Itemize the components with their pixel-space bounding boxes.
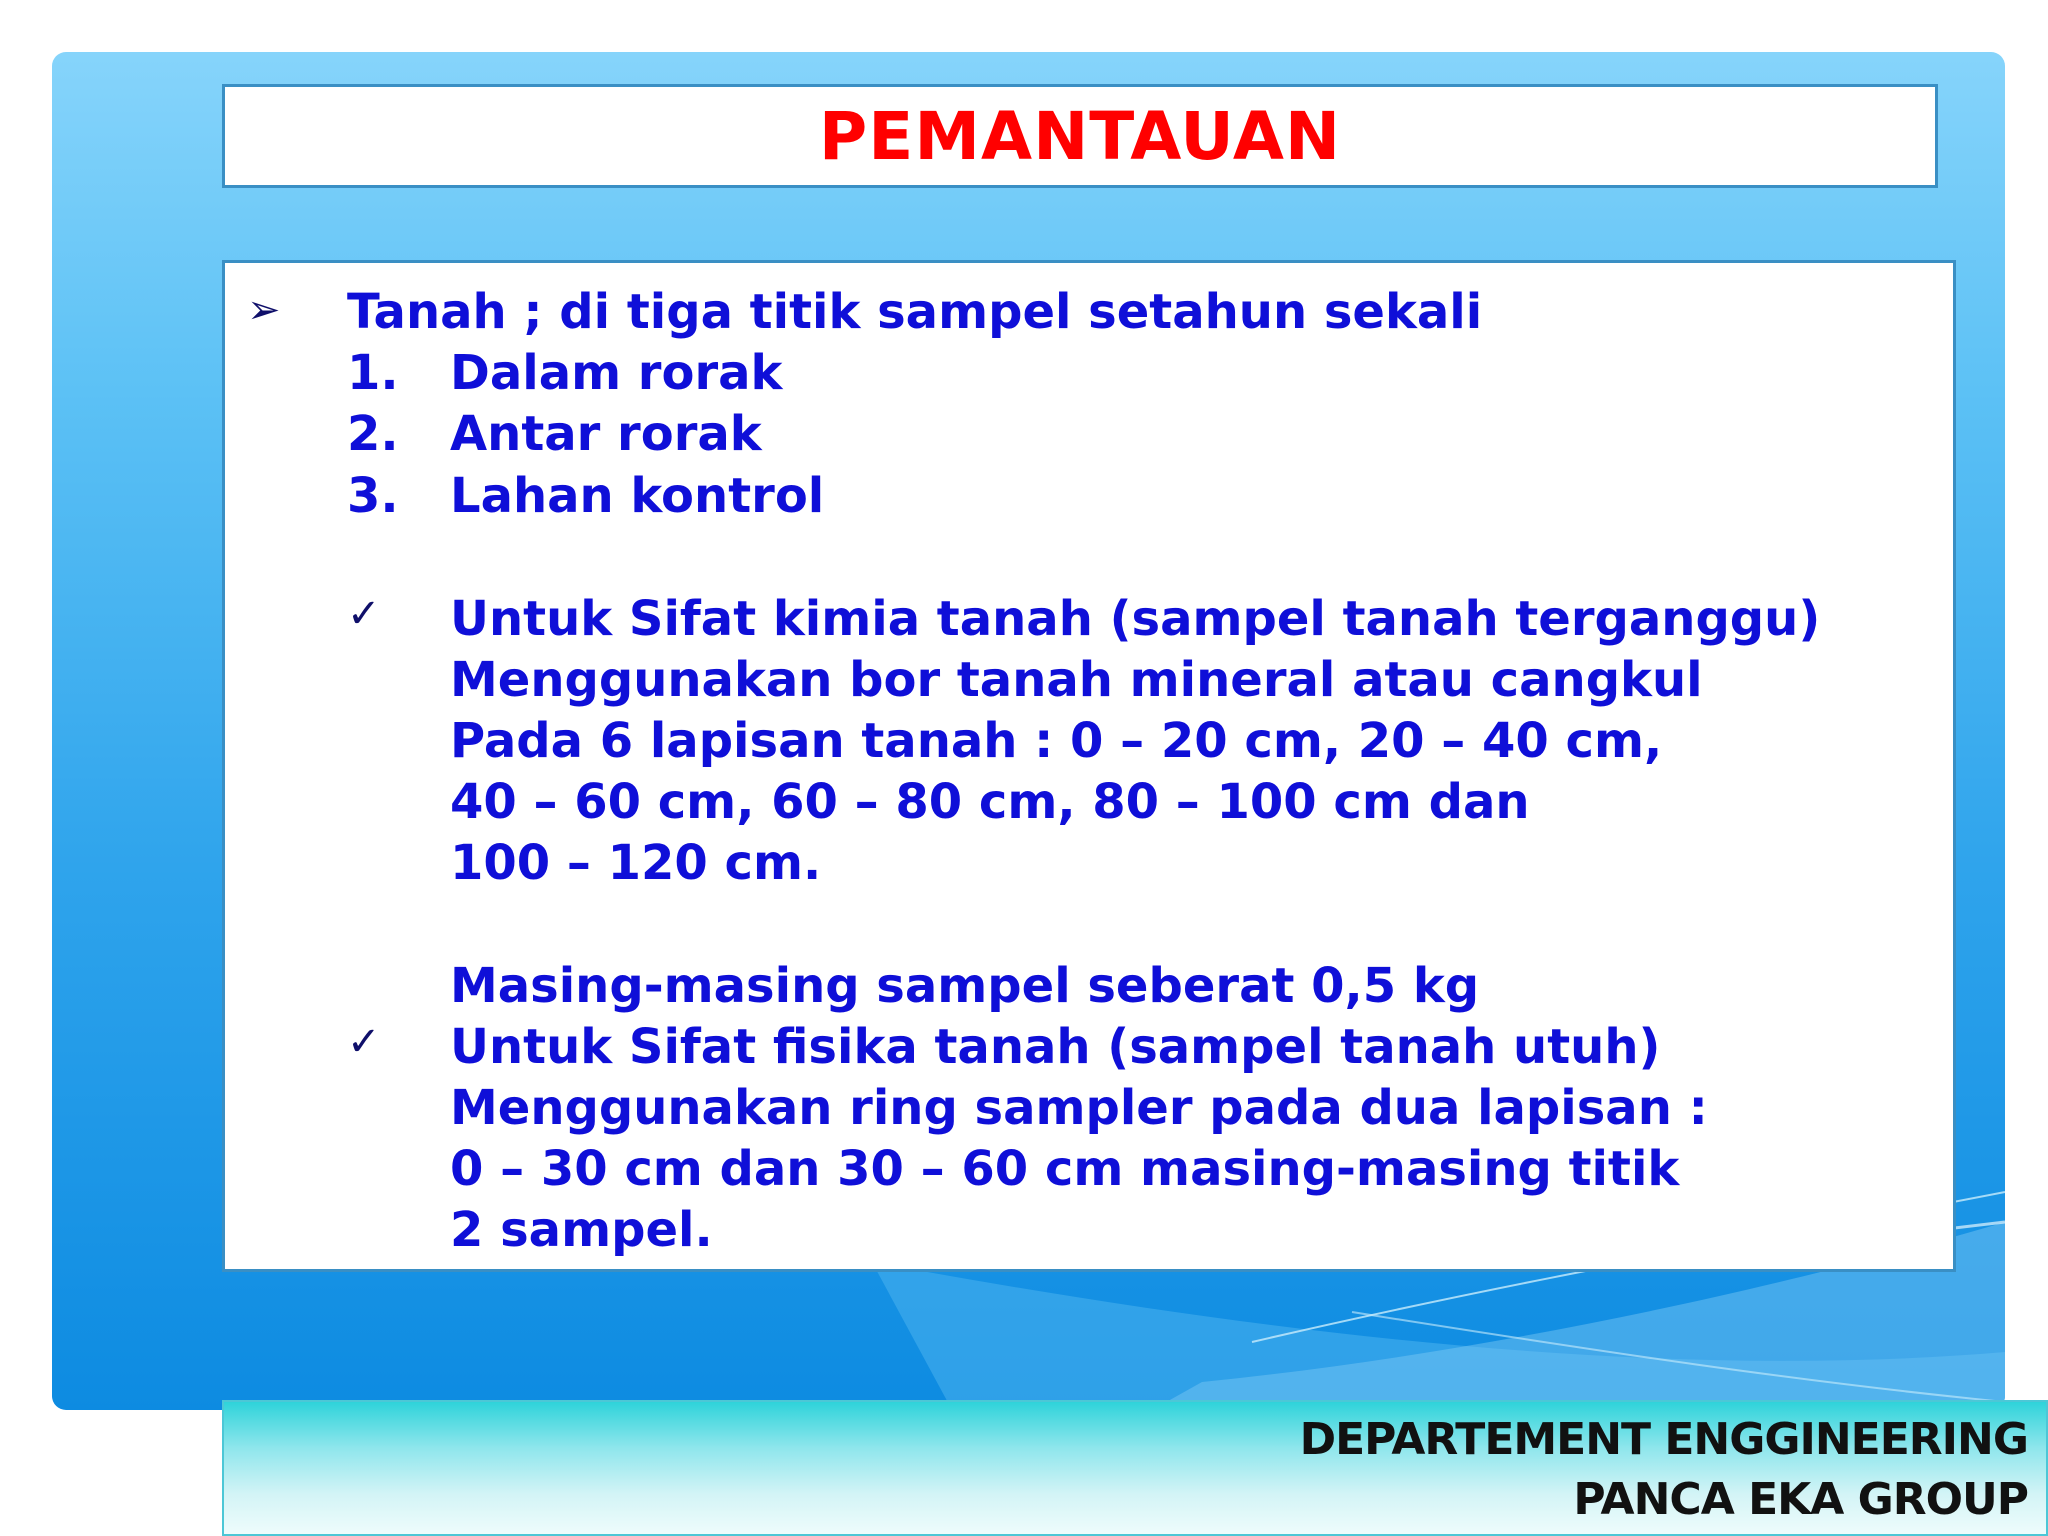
footer-company: PANCA EKA GROUP (1573, 1474, 2028, 1525)
kimia-line-2: Menggunakan bor tanah mineral atau cangkul (450, 652, 1703, 708)
check-icon: ✓ (347, 591, 381, 637)
kimia-line-3: Pada 6 lapisan tanah : 0 – 20 cm, 20 – 40 cm, (450, 713, 1663, 769)
kimia-line-5: 100 – 120 cm. (450, 835, 822, 891)
kimia-line-1: Untuk Sifat kimia tanah (sampel tanah terganggu) (450, 591, 1821, 647)
footer-band (222, 1400, 2048, 1536)
list-item-3: Lahan kontrol (450, 468, 825, 524)
fisika-line-4: 2 sampel. (450, 1202, 713, 1258)
check-icon: ✓ (347, 1019, 381, 1065)
footer-department: DEPARTEMENT ENGGINEERING (1299, 1414, 2028, 1465)
arrow-bullet-icon: ➢ (247, 287, 281, 333)
fisika-line-3: 0 – 30 cm dan 30 – 60 cm masing-masing titik (450, 1141, 1680, 1197)
kimia-line-4: 40 – 60 cm, 60 – 80 cm, 80 – 100 cm dan (450, 774, 1530, 830)
slide-title: PEMANTAUAN (818, 97, 1342, 175)
title-box (222, 84, 1938, 188)
masing-line: Masing-masing sampel seberat 0,5 kg (450, 958, 1480, 1014)
fisika-line-2: Menggunakan ring sampler pada dua lapisan : (450, 1080, 1708, 1136)
list-item-1: Dalam rorak (450, 345, 783, 401)
list-number-1: 1. (347, 345, 399, 401)
list-number-3: 3. (347, 468, 399, 524)
fisika-line-1: Untuk Sifat fisika tanah (sampel tanah utuh) (450, 1019, 1661, 1075)
list-number-2: 2. (347, 406, 399, 462)
list-item-2: Antar rorak (450, 406, 762, 462)
heading-line: Tanah ; di tiga titik sampel setahun sekali (347, 284, 1483, 340)
content-box (222, 260, 1956, 1272)
